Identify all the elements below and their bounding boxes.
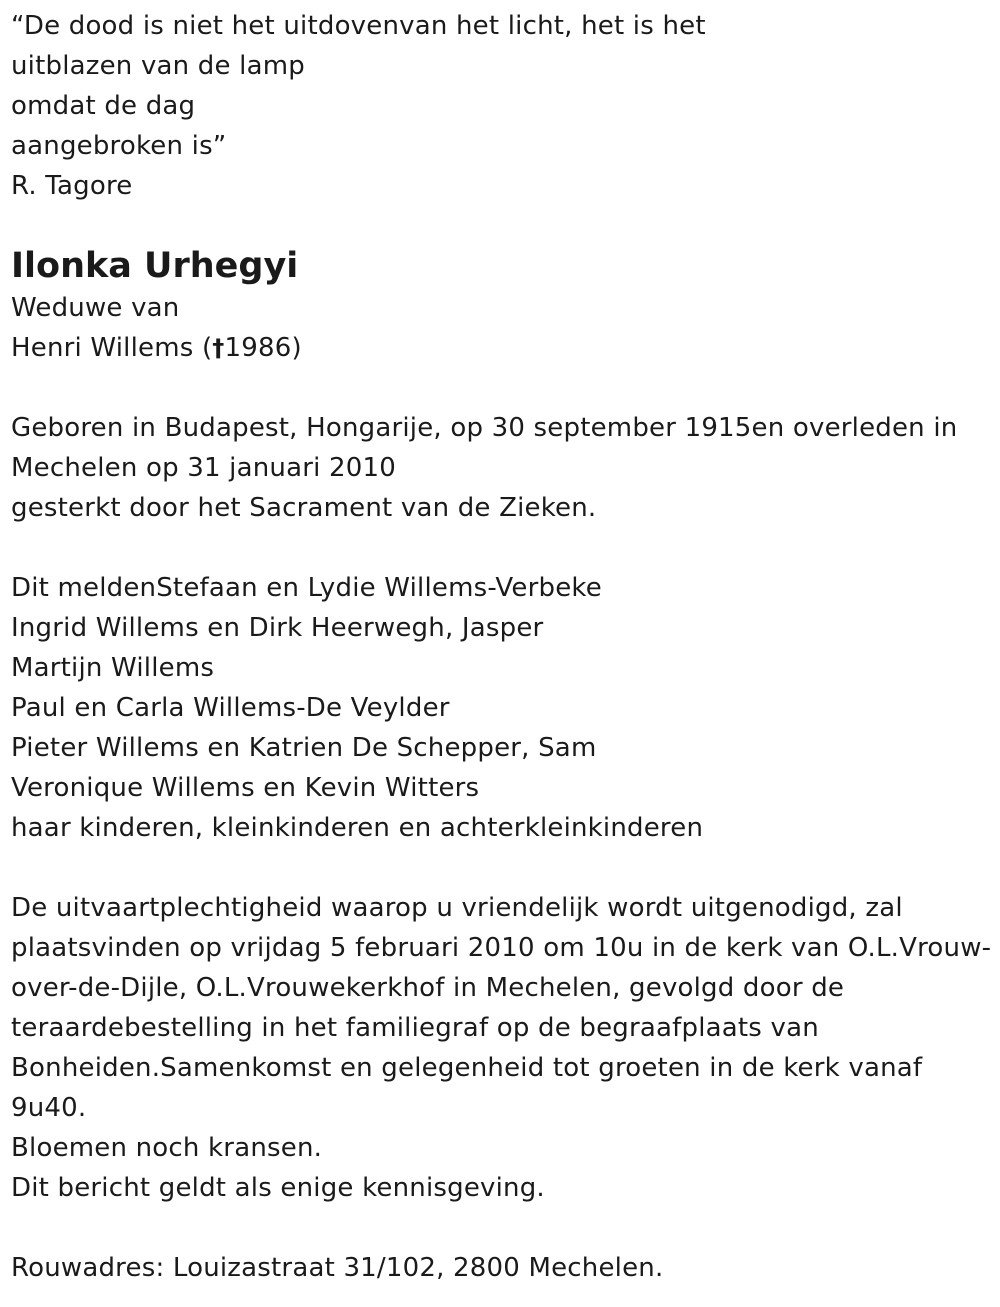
spacer (11, 848, 993, 888)
birth-death-line: gesterkt door het Sacrament van de Zieken. (11, 493, 597, 523)
family-line: Dit meldenStefaan en Lydie Willems-Verbeke (11, 573, 602, 603)
birth-death-line: Mechelen op 31 januari 2010 (11, 453, 396, 483)
quote-line: uitblazen van de lamp (11, 51, 305, 81)
family-line: haar kinderen, kleinkinderen en achterkleinkinderen (11, 813, 704, 843)
deceased-name: Ilonka Urhegyi (11, 246, 299, 286)
family-line: Veronique Willems en Kevin Witters (11, 773, 480, 803)
quote-author: R. Tagore (11, 171, 133, 201)
family-block (11, 568, 993, 848)
quote-line: omdat de dag (11, 91, 196, 121)
funeral-line: plaatsvinden op vrijdag 5 februari 2010 om 10u in de kerk van O.L.Vrouw- (11, 933, 992, 963)
family-line: Martijn Willems (11, 653, 215, 683)
mourning-address: Rouwadres: Louizastraat 31/102, 2800 Mechelen. (11, 1253, 664, 1283)
family-line: Pieter Willems en Katrien De Schepper, Sam (11, 733, 597, 763)
family-line: Ingrid Willems en Dirk Heerwegh, Jasper (11, 613, 544, 643)
spouse-death-year: 1986) (224, 333, 302, 363)
obituary-document (11, 6, 993, 1288)
funeral-line: Dit bericht geldt als enige kennisgeving. (11, 1173, 545, 1203)
funeral-line: Bonheiden.Samenkomst en gelegenheid tot groeten in de kerk vanaf (11, 1053, 923, 1083)
spouse-block (11, 288, 993, 368)
cross-icon: † (212, 334, 225, 362)
funeral-line: De uitvaartplechtigheid waarop u vriendelijk wordt uitgenodigd, zal (11, 893, 903, 923)
family-line: Paul en Carla Willems-De Veylder (11, 693, 450, 723)
quote-line: “De dood is niet het uitdovenvan het licht, het is het (11, 11, 706, 41)
quote-line: aangebroken is” (11, 131, 227, 161)
spacer (11, 368, 993, 408)
quote-block (11, 6, 993, 206)
funeral-line: 9u40. (11, 1093, 87, 1123)
spouse-line (11, 328, 993, 368)
birth-death-line: Geboren in Budapest, Hongarije, op 30 september 1915en overleden in (11, 413, 958, 443)
spacer (11, 528, 993, 568)
funeral-line: Bloemen noch kransen. (11, 1133, 323, 1163)
funeral-block (11, 888, 993, 1208)
funeral-line: teraardebestelling in het familiegraf op de begraafplaats van (11, 1013, 819, 1043)
relation-text: Weduwe van (11, 293, 180, 323)
spouse-name: Henri Willems ( (11, 333, 213, 363)
spacer (11, 1208, 993, 1248)
funeral-line: over-de-Dijle, O.L.Vrouwekerkhof in Mechelen, gevolgd door de (11, 973, 845, 1003)
birth-death-block (11, 408, 993, 528)
